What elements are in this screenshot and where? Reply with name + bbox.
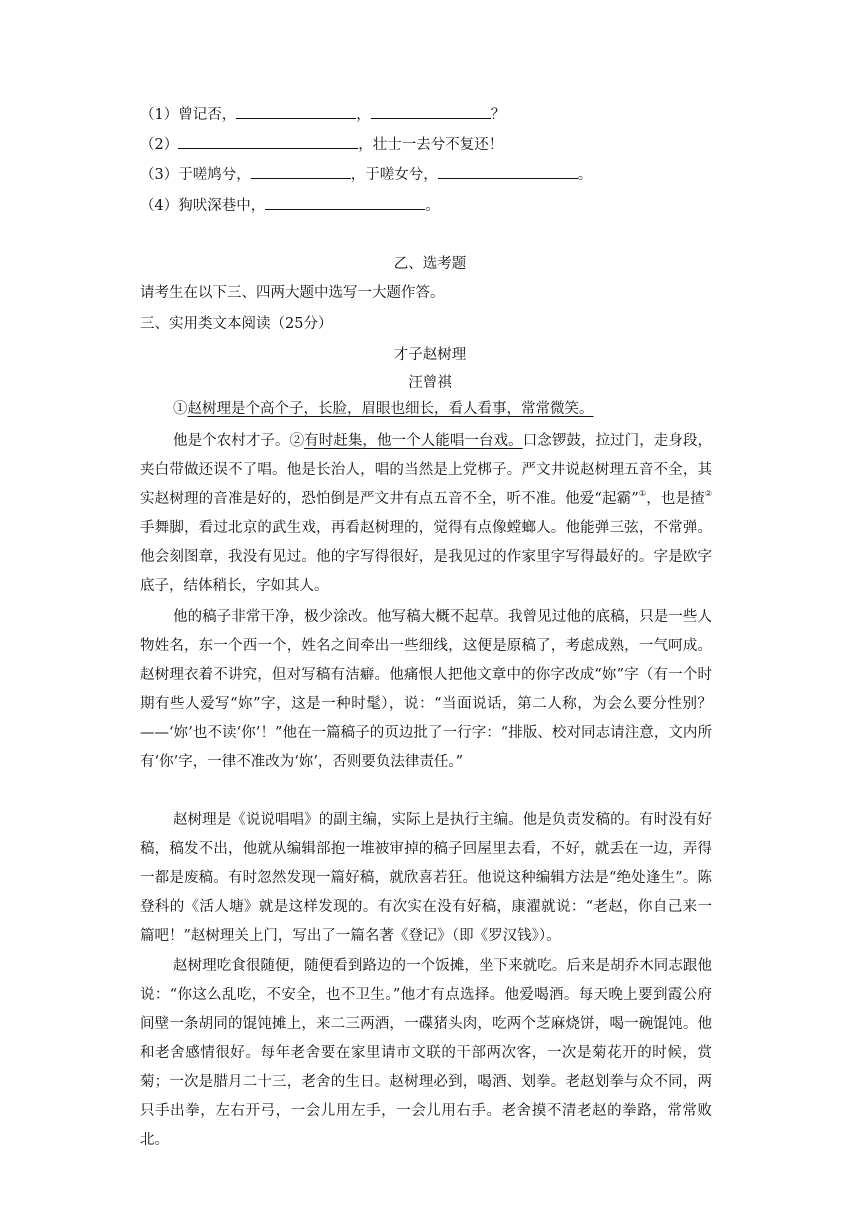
paragraph-1 [140, 395, 712, 424]
sentence-marker: ① [173, 401, 188, 417]
question-text: 狗吠深巷中， [178, 198, 266, 214]
question-text: 。 [577, 167, 593, 183]
question-text: 于嗟鸠兮， [178, 167, 251, 183]
paragraph-text: 他是个农村才子。 [173, 433, 290, 449]
sentence-marker: ② [289, 433, 305, 449]
footnote-marker[interactable]: ② [704, 489, 713, 498]
section-title: 乙、选考题 [393, 256, 467, 272]
question-number: （2） [140, 137, 179, 153]
paragraph-4: 赵树理是《说说唱唱》的副主编，实际上是执行主编。他是负责发稿的。有时没有好稿，稿发不出，他就从编辑部抱一堆被审掉的稿子回屋里去看，不好，就丢在一边，弄得一都是废稿。有时忽然发现一篇好稿，就欣喜若狂。他说这种编辑方法是“绝处逢生”。陈登科的《活人塘》就是这样发现的。有次实在没有好稿，康濯就说：“老赵，你自己来一篇吧！”赵树理关上门，写出了一篇名著《登记》（即《罗汉钱》）。 [140, 812, 712, 944]
question-text: ， [356, 107, 371, 123]
question-4 [140, 195, 440, 216]
question-number: （4） [140, 198, 179, 214]
question-text: 。 [425, 198, 440, 214]
underlined-sentence: 有时赶集，他一个人能唱一台戏。 [304, 433, 523, 449]
question-2 [140, 134, 503, 155]
answer-blank[interactable] [265, 195, 425, 210]
paragraph-text: 口念锣鼓，拉过门，走身段，夹白带做还误不了唱。他是长治人，唱的当然是上党梆子。严文井说赵树理五音不全，其实赵树理的音准是好的，恐怕倒是严文井有点五音不全，听不准。他爱“起霸” [140, 433, 713, 507]
question-text: ，于嗟女兮， [350, 167, 438, 183]
answer-blank[interactable] [371, 104, 491, 119]
article-author: 汪曾祺 [408, 375, 452, 391]
part-heading: 三、实用类文本阅读（25分） [140, 316, 333, 332]
question-text: 曾记否， [178, 107, 237, 123]
paragraph-5: 赵树理吃食很随便，随便看到路边的一个饭摊，坐下来就吃。后来是胡乔木同志跟他说：“你这么乱吃，不安全，也不卫生。”他才有点选择。他爱喝酒。每天晚上要到霞公府间壁一条胡同的馄饨摊上，来二三两酒，一碟猪头肉，吃两个芝麻烧饼，喝一碗馄饨。他和老舍感情很好。每年老舍要在家里请市文联的干部两次客，一次是菊花开的时候，赏菊；一次是腊月二十三，老舍的生日。赵树理必到，喝酒、划拳。老赵划拳与众不同，两只手出拳，左右开弓，一会儿用左手，一会儿用右手。老舍摸不清老赵的拳路，常常败北。 [140, 958, 712, 1148]
question-number: （3） [140, 167, 179, 183]
article-title: 才子赵树理 [393, 347, 467, 363]
paragraph-3: 他的稿子非常干净，极少涂改。他写稿大概不起草。我曾见过他的底稿，只是一些人物姓名，东一个西一个，姓名之间牵出一些细线，这便是原稿了，考虑成熟，一气呵成。赵树理衣着不讲究，但对写稿有洁癖。他痛恨人把他文章中的你字改成“妳”字（有一个时期有些人爱写“妳”字，这是一种时髦），说：“当面说话，第二人称，为会么要分性别？——‘妳’也不读‘你’！”他在一篇稿子的页边批了一行字：“排版、校对同志请注意，文内所有‘你’字，一律不准改为‘妳’，否则要负法律责任。” [140, 609, 712, 770]
answer-blank[interactable] [236, 104, 356, 119]
answer-blank[interactable] [251, 164, 351, 179]
answer-blank[interactable] [438, 164, 578, 179]
paragraph-2 [140, 427, 712, 601]
paragraph-text: ，也是揸 [646, 491, 705, 507]
question-3 [140, 164, 592, 185]
answer-blank[interactable] [178, 134, 358, 149]
question-1 [140, 104, 505, 125]
instruction-text: 请考生在以下三、四两大题中选写一大题作答。 [140, 285, 445, 301]
paragraph-text: 手舞脚，看过北京的武生戏，再看赵树理的，觉得有点像螳螂人。他能弹三弦，不常弹。他会刻图章，我没有见过。他的字写得很好，是我见过的作家里字写得最好的。字是欧字底子，结体稍长，字如其人。 [140, 520, 712, 594]
underlined-sentence: 赵树理是个高个子，长脸，眉眼也细长，看人看事，常常微笑。 [187, 401, 594, 417]
question-text: ？ [490, 107, 506, 123]
question-number: （1） [140, 107, 179, 123]
question-text: ，壮士一去兮不复还！ [358, 137, 504, 153]
footnote-marker[interactable]: ① [638, 489, 647, 498]
